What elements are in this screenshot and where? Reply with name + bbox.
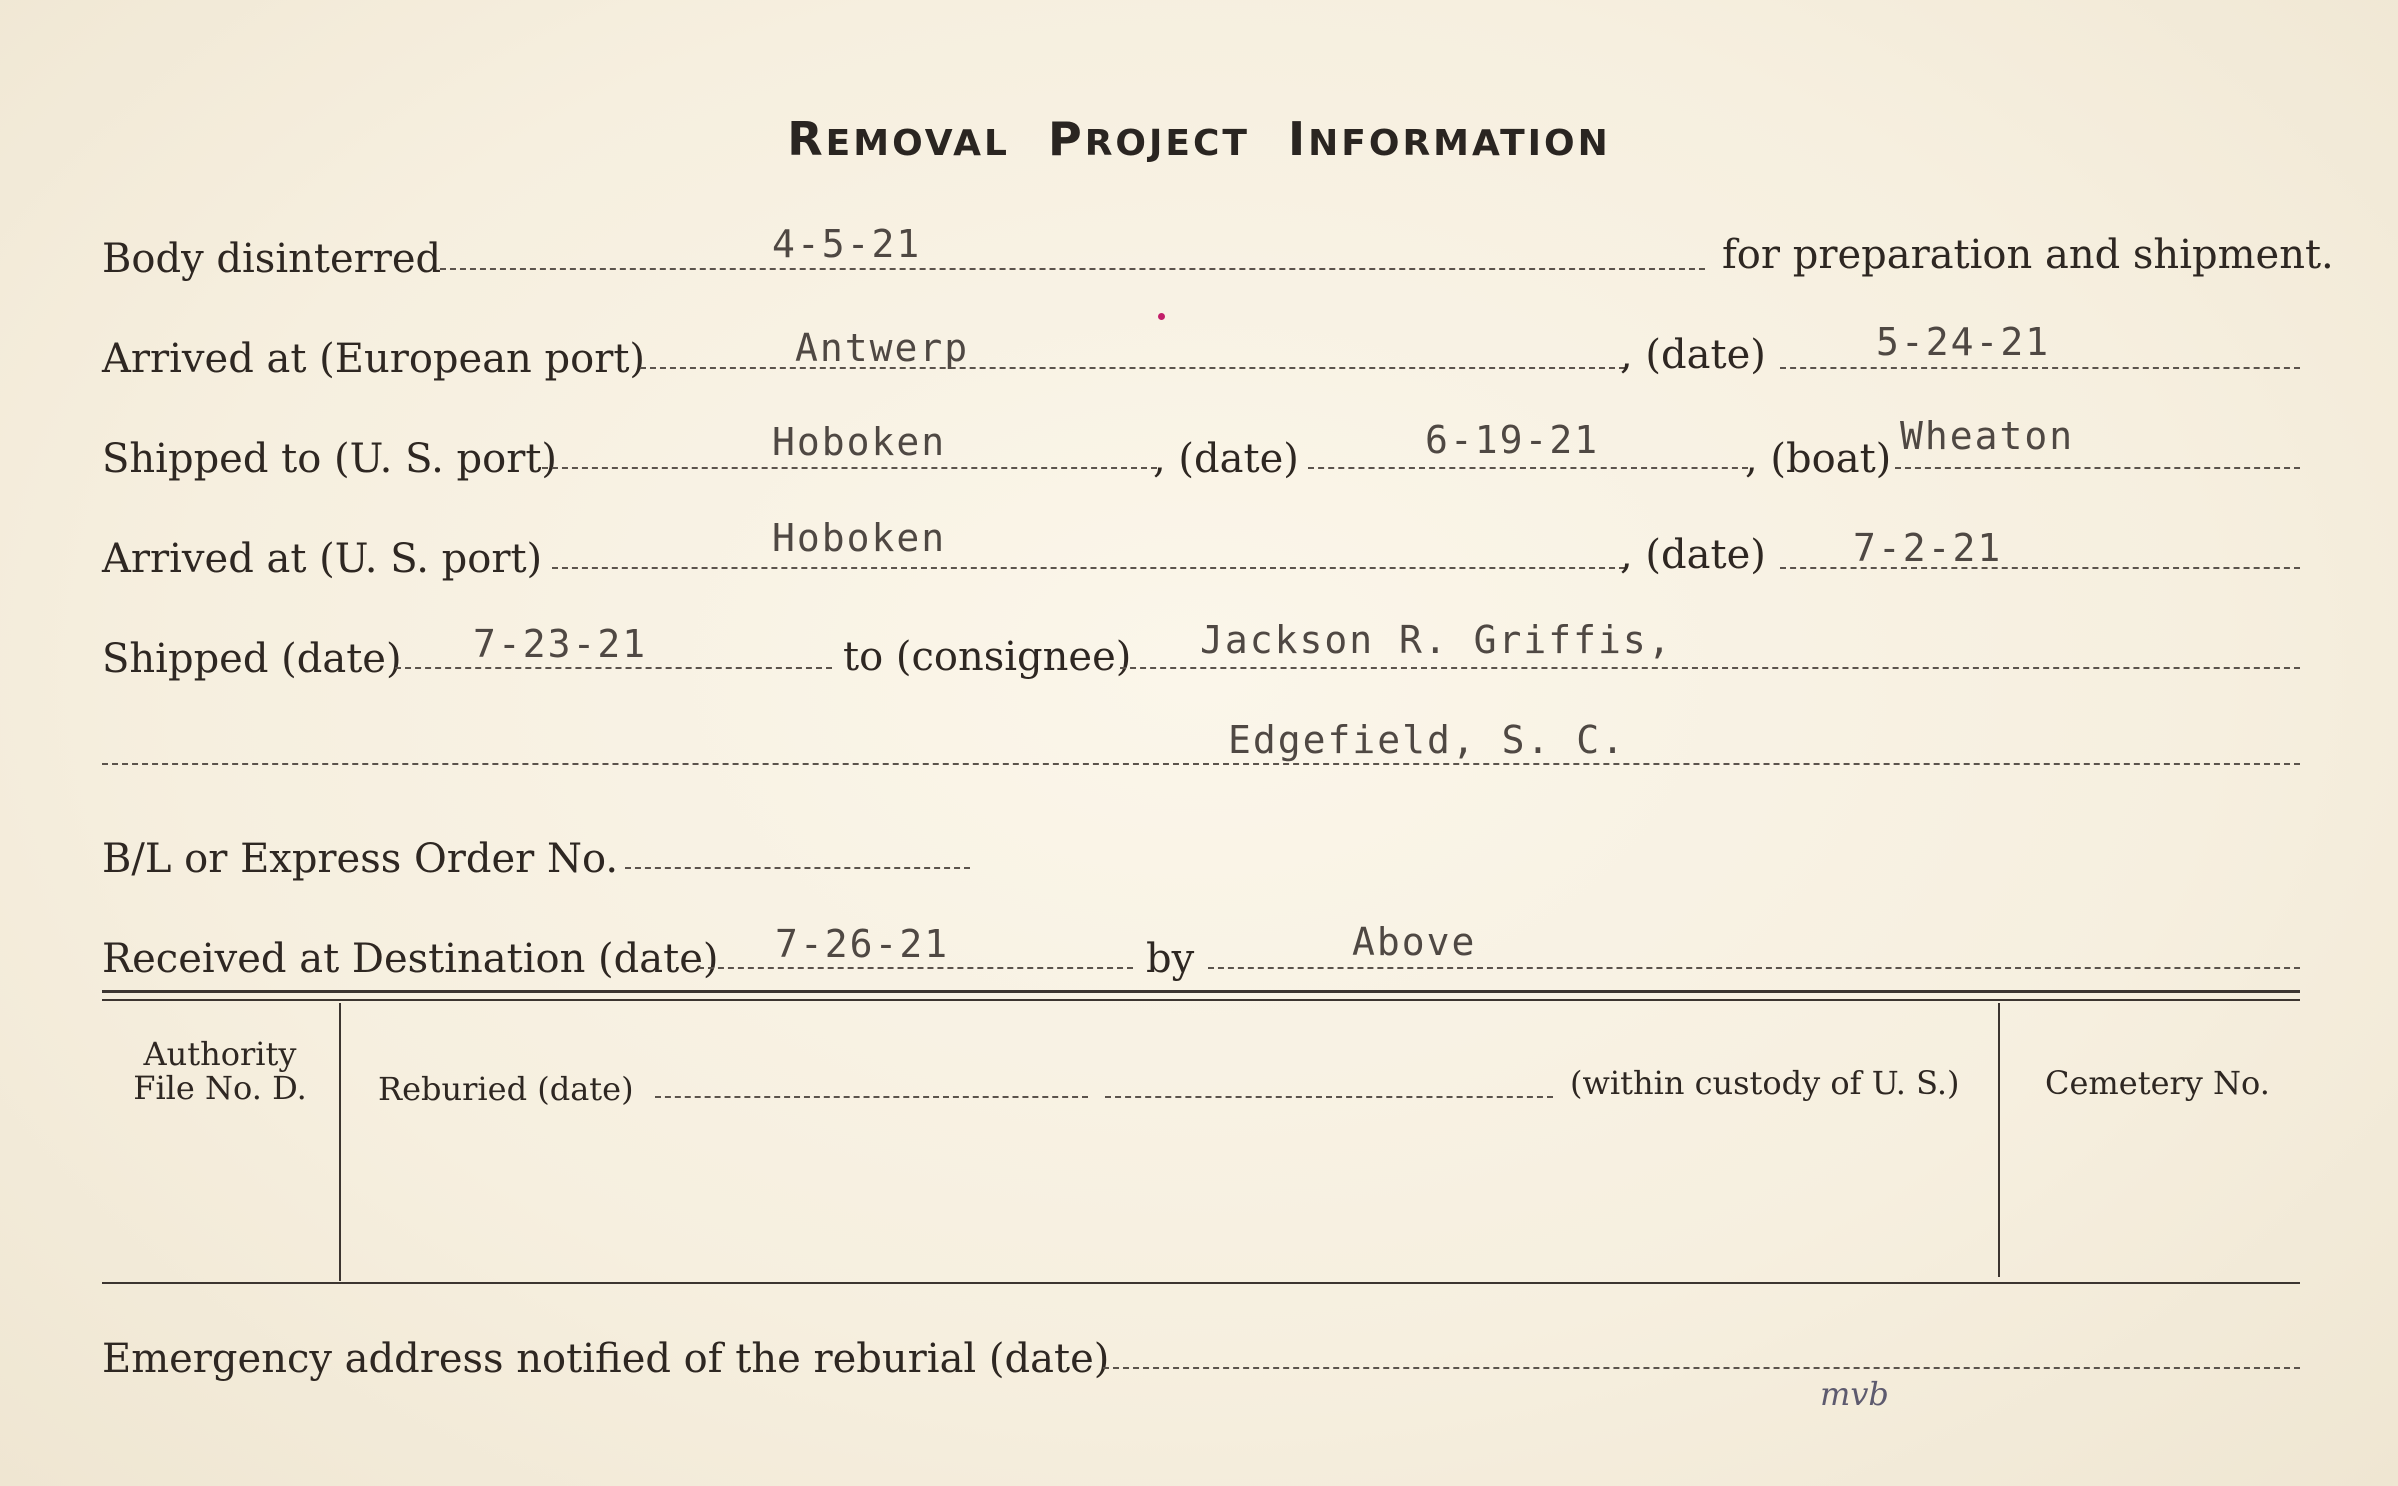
received-label: Received at Destination (date) — [102, 936, 719, 982]
consignee-address: Edgefield, S. C. — [1228, 718, 1627, 762]
boat-leader — [1895, 467, 2300, 469]
arrived-us-label: Arrived at (U. S. port) — [102, 536, 543, 582]
european-date-leader — [1780, 367, 2300, 369]
bl-leader — [625, 867, 970, 869]
clerk-initials: mvb — [1820, 1375, 1889, 1413]
shipped-us-leader — [542, 467, 1157, 469]
shipped-date: 7-23-21 — [473, 622, 648, 666]
shipped-us-date: 6-19-21 — [1425, 418, 1600, 462]
received-date-leader — [698, 967, 1133, 969]
received-by-leader — [1208, 967, 2300, 969]
table-divider-left — [339, 1003, 341, 1281]
emergency-leader — [1103, 1367, 2300, 1369]
emergency-label: Emergency address notified of the reburial (date) — [102, 1336, 1110, 1382]
shipped-us-port: Hoboken — [772, 420, 947, 464]
page-title: REMOVAL PROJECT INFORMATION — [787, 112, 1611, 166]
bl-label: B/L or Express Order No. — [102, 836, 619, 882]
disinterred-leader — [440, 268, 1705, 270]
shipped-us-date-label: , (date) — [1153, 436, 1299, 482]
european-port-label: Arrived at (European port) — [102, 336, 646, 382]
shipped-us-date-leader — [1308, 467, 1748, 469]
arrived-us-port: Hoboken — [772, 516, 947, 560]
reburied-leader-1 — [655, 1096, 1088, 1098]
authority-label: Authority File No. D. — [133, 1035, 307, 1107]
european-port-date-label: , (date) — [1620, 332, 1766, 378]
ink-dot — [1158, 313, 1165, 320]
shipped-us-boat: Wheaton — [1900, 414, 2075, 458]
cemetery-label: Cemetery No. — [2045, 1064, 2270, 1102]
reburied-label: Reburied (date) — [378, 1070, 634, 1108]
table-top-rule-1 — [102, 990, 2300, 993]
arrived-us-date: 7-2-21 — [1853, 526, 2003, 570]
european-port-date: 5-24-21 — [1876, 320, 2051, 364]
consignee-label: to (consignee) — [843, 634, 1132, 680]
shipped-us-label: Shipped to (U. S. port) — [102, 436, 557, 482]
address-leader — [102, 763, 2300, 765]
shipped-date-label: Shipped (date) — [102, 636, 402, 682]
disinterred-suffix: for preparation and shipment. — [1722, 232, 2334, 278]
received-by-label: by — [1146, 936, 1195, 982]
disinterred-date: 4-5-21 — [772, 222, 922, 266]
european-port-value: Antwerp — [795, 326, 970, 370]
table-top-rule-2 — [102, 999, 2300, 1001]
received-date: 7-26-21 — [775, 922, 950, 966]
table-bottom-rule — [102, 1282, 2300, 1284]
arrived-us-date-label: , (date) — [1620, 532, 1766, 578]
table-divider-right — [1998, 1003, 2000, 1277]
shipped-us-boat-label: , (boat) — [1745, 436, 1892, 482]
received-by: Above — [1352, 920, 1477, 964]
european-port-leader — [640, 367, 1625, 369]
shipped-date-leader — [395, 667, 832, 669]
custody-label: (within custody of U. S.) — [1570, 1064, 1960, 1102]
consignee-name: Jackson R. Griffis, — [1200, 618, 1673, 662]
arrived-us-leader — [552, 567, 1625, 569]
disinterred-label: Body disinterred — [102, 236, 442, 282]
reburied-leader-2 — [1105, 1096, 1553, 1098]
consignee-leader — [1120, 667, 2300, 669]
